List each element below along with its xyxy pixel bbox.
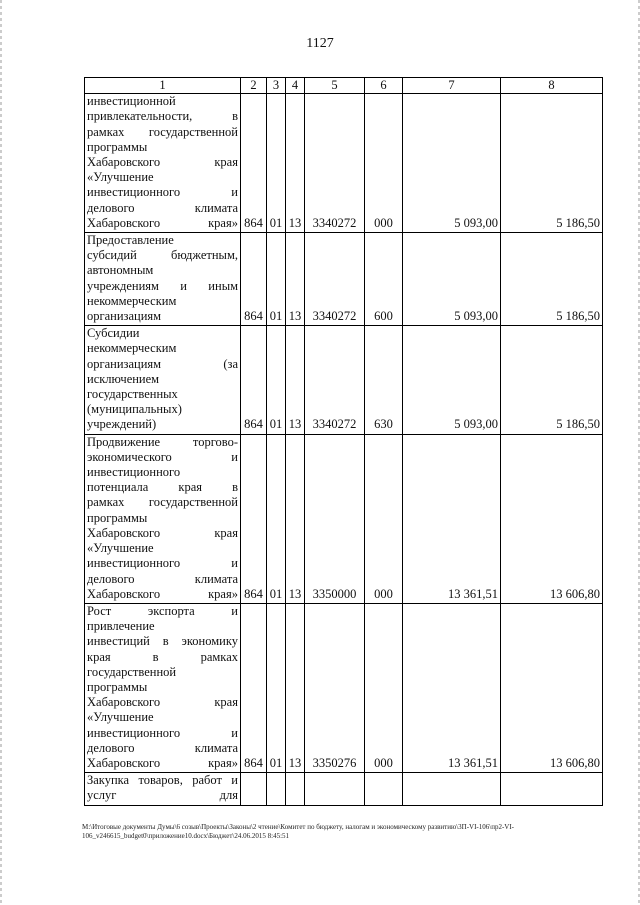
item-name-line: Продвижение торгово- bbox=[87, 434, 238, 449]
amount-year1-cell: 5 093,00 bbox=[403, 326, 501, 434]
column-header: 1 bbox=[85, 78, 241, 94]
item-name-line: программы bbox=[87, 510, 148, 525]
target-article-code-cell: 3340272 bbox=[305, 233, 365, 326]
expense-type-code-cell bbox=[365, 773, 403, 805]
expense-type-code-cell: 630 bbox=[365, 326, 403, 434]
expense-type-code-cell: 000 bbox=[365, 603, 403, 772]
item-name-line: потенциала края в bbox=[87, 480, 238, 495]
column-header: 3 bbox=[267, 78, 286, 94]
amount-year1-cell: 5 093,00 bbox=[403, 94, 501, 233]
amount-year2-cell bbox=[501, 773, 603, 805]
section-code-cell bbox=[267, 773, 286, 805]
item-name-line: организациям (за bbox=[87, 356, 238, 371]
target-article-code-cell: 3350276 bbox=[305, 603, 365, 772]
column-header: 6 bbox=[365, 78, 403, 94]
table-row bbox=[85, 434, 603, 603]
item-name-line: (муниципальных) bbox=[87, 402, 182, 417]
item-name-cell bbox=[85, 326, 241, 434]
item-name-line: учреждений) bbox=[87, 417, 157, 432]
item-name-cell bbox=[85, 94, 241, 233]
item-name-line: привлечение bbox=[87, 619, 155, 634]
table-row bbox=[85, 326, 603, 434]
subsection-code-cell bbox=[286, 773, 305, 805]
item-name-line: автономным bbox=[87, 263, 154, 278]
item-name-line: Хабаровского края bbox=[87, 695, 238, 710]
expense-type-code-cell: 600 bbox=[365, 233, 403, 326]
item-name-line: субсидий бюджетным, bbox=[87, 248, 238, 263]
item-name-line: Хабаровского края» bbox=[87, 755, 238, 770]
expense-type-code-cell: 000 bbox=[365, 434, 403, 603]
amount-year2-cell: 5 186,50 bbox=[501, 233, 603, 326]
item-name-line: делового климата bbox=[87, 740, 238, 755]
table-row bbox=[85, 773, 603, 805]
column-header: 8 bbox=[501, 78, 603, 94]
subsection-code-cell: 13 bbox=[286, 94, 305, 233]
item-name-line: экономического и bbox=[87, 449, 238, 464]
item-name-line: рамках государственной bbox=[87, 495, 238, 510]
item-name-line: Рост экспорта и bbox=[87, 603, 238, 618]
item-name-line: делового климата bbox=[87, 200, 238, 215]
item-name-line: организациям bbox=[87, 309, 162, 324]
ministry-code-cell: 864 bbox=[241, 326, 267, 434]
item-name-line: инвестиционного и bbox=[87, 185, 238, 200]
item-name-line: некоммерческим bbox=[87, 341, 177, 356]
file-path-footer: M:\Итоговые документы Думы\6 созыв\Проекты\Законы\2 чтение\Комитет по бюджету, налогам и экономическому развитию\3П-VI-106\пр2-VI-106_v246615_budget0\приложение10.docx\Бюджет\24.06.2015 8:45:51 bbox=[82, 823, 514, 840]
subsection-code-cell: 13 bbox=[286, 434, 305, 603]
amount-year2-cell: 13 606,80 bbox=[501, 434, 603, 603]
item-name-cell bbox=[85, 434, 241, 603]
target-article-code-cell: 3340272 bbox=[305, 326, 365, 434]
target-article-code-cell: 3350000 bbox=[305, 434, 365, 603]
item-name-line: «Улучшение bbox=[87, 710, 154, 725]
item-name-line: исключением bbox=[87, 371, 160, 386]
amount-year1-cell: 13 361,51 bbox=[403, 603, 501, 772]
item-name-line: инвестиционного bbox=[87, 465, 181, 480]
section-code-cell: 01 bbox=[267, 326, 286, 434]
item-name-line: Предоставление bbox=[87, 233, 174, 248]
item-name-line: учреждениям и иным bbox=[87, 278, 238, 293]
amount-year1-cell bbox=[403, 773, 501, 805]
item-name-line: государственных bbox=[87, 387, 178, 402]
item-name-line: инвестиционного и bbox=[87, 725, 238, 740]
table-row bbox=[85, 94, 603, 233]
section-code-cell: 01 bbox=[267, 94, 286, 233]
section-code-cell: 01 bbox=[267, 233, 286, 326]
item-name-line: Хабаровского края bbox=[87, 155, 238, 170]
item-name-line: Субсидии bbox=[87, 326, 140, 341]
section-code-cell: 01 bbox=[267, 434, 286, 603]
item-name-line: рамках государственной bbox=[87, 124, 238, 139]
ministry-code-cell: 864 bbox=[241, 603, 267, 772]
scan-edge-left bbox=[0, 0, 2, 905]
ministry-code-cell bbox=[241, 773, 267, 805]
column-header: 7 bbox=[403, 78, 501, 94]
amount-year2-cell: 5 186,50 bbox=[501, 326, 603, 434]
item-name-line: делового климата bbox=[87, 571, 238, 586]
item-name-line: привлекательности, в bbox=[87, 109, 238, 124]
amount-year1-cell: 5 093,00 bbox=[403, 233, 501, 326]
item-name-line: некоммерческим bbox=[87, 293, 177, 308]
amount-year2-cell: 13 606,80 bbox=[501, 603, 603, 772]
ministry-code-cell: 864 bbox=[241, 94, 267, 233]
page-number: 1127 bbox=[306, 36, 334, 51]
item-name-line: края в рамках bbox=[87, 649, 238, 664]
amount-year2-cell: 5 186,50 bbox=[501, 94, 603, 233]
subsection-code-cell: 13 bbox=[286, 326, 305, 434]
item-name-line: инвестиционной bbox=[87, 94, 176, 109]
item-name-line: государственной bbox=[87, 664, 177, 679]
item-name-line: программы bbox=[87, 139, 148, 154]
item-name-line: Хабаровского края bbox=[87, 525, 238, 540]
item-name-line: инвестиционного и bbox=[87, 556, 238, 571]
item-name-line: инвестиций в экономику bbox=[87, 634, 238, 649]
item-name-line: услуг для bbox=[87, 788, 238, 803]
table-body bbox=[85, 94, 603, 805]
amount-year1-cell: 13 361,51 bbox=[403, 434, 501, 603]
target-article-code-cell: 3340272 bbox=[305, 94, 365, 233]
item-name-line: «Улучшение bbox=[87, 170, 154, 185]
item-name-line: «Улучшение bbox=[87, 541, 154, 556]
column-header: 5 bbox=[305, 78, 365, 94]
table-header-row bbox=[85, 78, 603, 94]
item-name-cell bbox=[85, 233, 241, 326]
column-header: 4 bbox=[286, 78, 305, 94]
item-name-cell bbox=[85, 603, 241, 772]
expense-type-code-cell: 000 bbox=[365, 94, 403, 233]
item-name-cell bbox=[85, 773, 241, 805]
subsection-code-cell: 13 bbox=[286, 603, 305, 772]
item-name-line: Хабаровского края» bbox=[87, 586, 238, 601]
target-article-code-cell bbox=[305, 773, 365, 805]
table-row bbox=[85, 603, 603, 772]
column-header: 2 bbox=[241, 78, 267, 94]
item-name-line: программы bbox=[87, 679, 148, 694]
budget-table bbox=[84, 77, 603, 806]
ministry-code-cell: 864 bbox=[241, 434, 267, 603]
item-name-line: Хабаровского края» bbox=[87, 215, 238, 230]
section-code-cell: 01 bbox=[267, 603, 286, 772]
item-name-line: Закупка товаров, работ и bbox=[87, 773, 238, 788]
ministry-code-cell: 864 bbox=[241, 233, 267, 326]
table-row bbox=[85, 233, 603, 326]
subsection-code-cell: 13 bbox=[286, 233, 305, 326]
